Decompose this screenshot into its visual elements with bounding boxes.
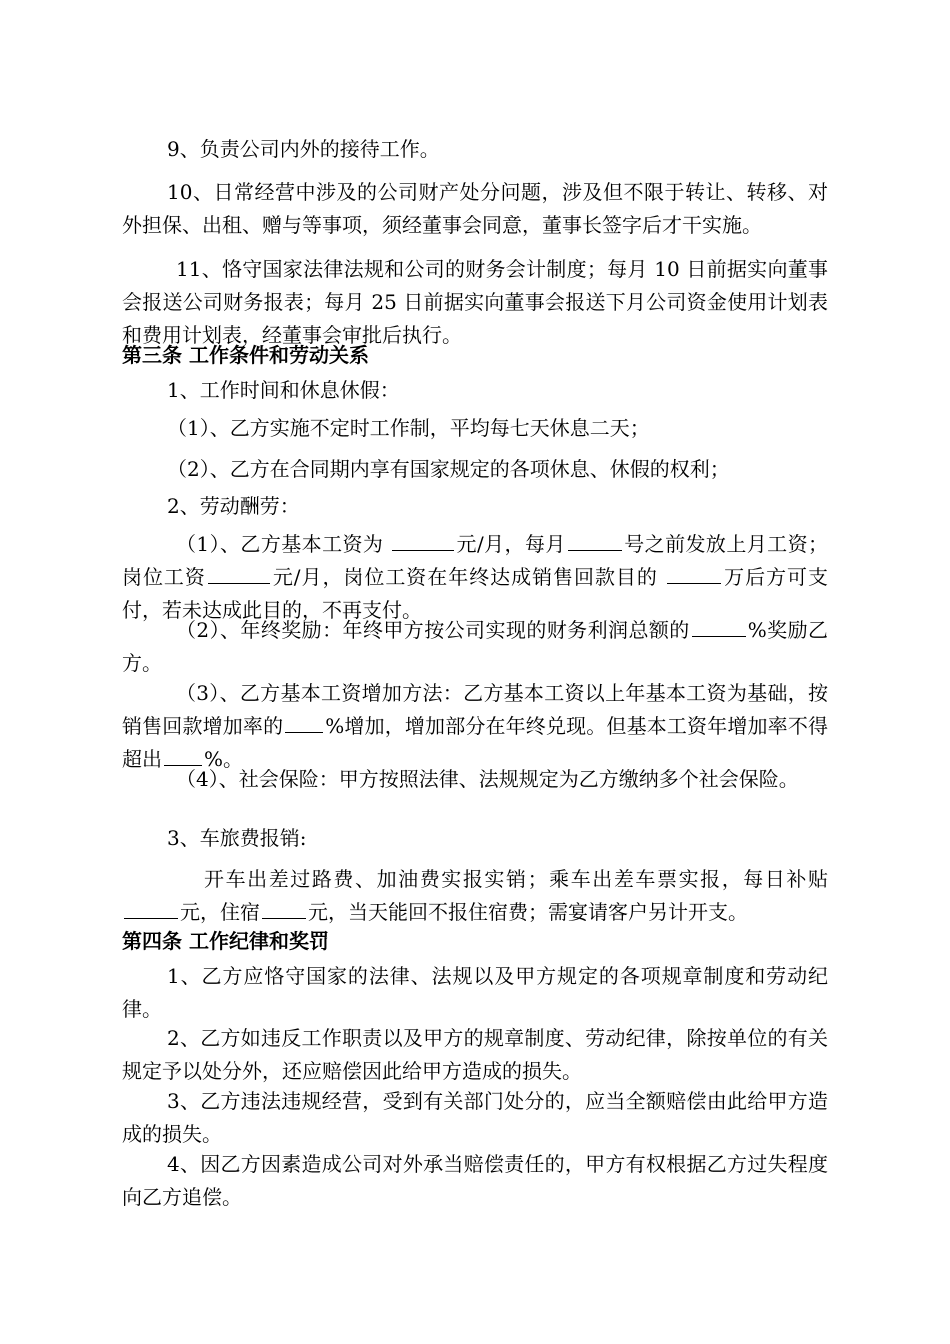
blank-daily-allowance[interactable] [124, 900, 178, 919]
blank-lodging[interactable] [262, 900, 306, 919]
salary-item-3: （3）、乙方基本工资增加方法：乙方基本工资以上年基本工资为基础，按销售回款增加率的 %增加，增加部分在年终兑现。但基本工资年增加率不得超出 %。 [122, 681, 828, 771]
blank-post-salary[interactable] [208, 565, 270, 584]
salary-heading: 2、劳动酬劳： [167, 494, 300, 518]
work-hours-item-2: （2）、乙方在合同期内享有国家规定的各项休息、休假的权利； [167, 457, 730, 481]
item-9: 9、负责公司内外的接待工作。 [167, 137, 440, 161]
salary-item-4: （4）、社会保险：甲方按照法律、法规规定为乙方缴纳多个社会保险。 [176, 767, 799, 791]
item-10: 10、日常经营中涉及的公司财产处分问题，涉及但不限于转让、转移、对外担保、出租、赠与等事项，须经董事会同意，董事长签字后才干实施。 [122, 180, 828, 237]
travel-item: 开车出差过路费、加油费实报实销；乘车出差车票实报，每日补贴元，住宿 元，当天能回不报住宿费；需宴请客户另计开支。 [122, 863, 828, 929]
article-3-heading: 第三条 工作条件和劳动关系 [122, 343, 369, 367]
travel-heading: 3、车旅费报销: [167, 826, 307, 850]
discipline-item-3: 3、乙方违法违规经营，受到有关部门处分的，应当全额赔偿由此给甲方造成的损失。 [122, 1089, 828, 1146]
item-11: 11、恪守国家法律法规和公司的财务会计制度；每月 10 日前据实向董事会报送公司财务报表；每月 25 日前据实向董事会报送下月公司资金使用计划表和费用计划表，经董事会审批后执行。 [122, 257, 828, 347]
work-hours-item-1: （1）、乙方实施不定时工作制，平均每七天休息二天； [167, 416, 650, 440]
blank-sales-target[interactable] [667, 565, 721, 584]
blank-bonus-percent[interactable] [692, 618, 746, 637]
blank-pay-day[interactable] [568, 532, 622, 551]
salary-item-1: （1）、乙方基本工资为 元/月，每月 号之前发放上月工资；岗位工资 元/月，岗位工资在年终达成销售回款目的 万后方可支付，若未达成此目的，不再支付。 [122, 532, 829, 622]
salary-item-2: （2）、年终奖励：年终甲方按公司实现的财务利润总额的 %奖励乙方。 [122, 618, 828, 675]
article-4-heading: 第四条 工作纪律和奖罚 [122, 929, 329, 953]
blank-base-salary[interactable] [392, 532, 454, 551]
blank-increase-rate[interactable] [285, 714, 323, 733]
discipline-item-4: 4、因乙方因素造成公司对外承当赔偿责任的，甲方有权根据乙方过失程度向乙方追偿。 [122, 1152, 828, 1209]
work-hours-heading: 1、工作时间和休息休假： [167, 378, 400, 402]
discipline-item-1: 1、乙方应恪守国家的法律、法规以及甲方规定的各项规章制度和劳动纪律。 [122, 964, 828, 1021]
discipline-item-2: 2、乙方如违反工作职责以及甲方的规章制度、劳动纪律，除按单位的有关规定予以处分外，还应赔偿因此给甲方造成的损失。 [122, 1026, 828, 1083]
